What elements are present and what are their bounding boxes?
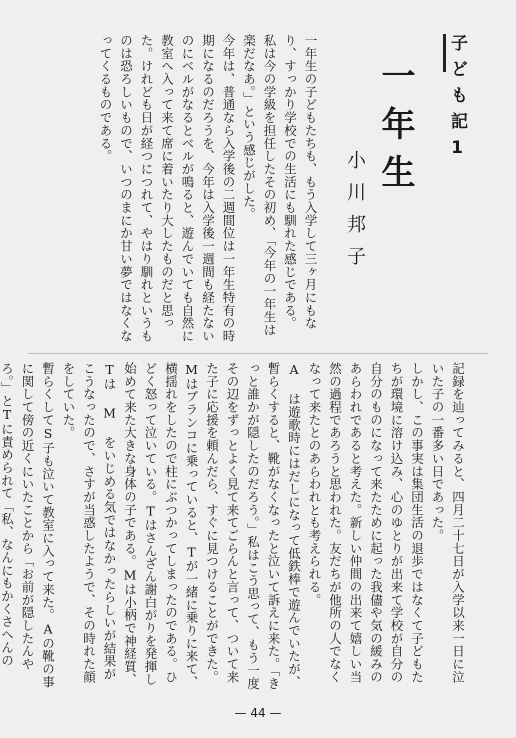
body-text-lower-left-content: 暫らくしてS子も泣いて教室に入って来た。Aの靴の事に関して傍の近くにいたことから「お前が隠したんやろ。」とTに責められて「私、なんにもかくさへんの [0,362,56,689]
body-text-upper: 一年生の子どもたちも、もう入学して三ヶ月にもなり、すっかり学校での生活にも馴れた感じである。 私は今の学級を担任したその初め、「今年の一年生は楽だなあ。」という感じがした。 今年は、普通なら入学後の二週間位は一年生特有の時期になるのだろうを、今年は入学後一週間も経たないのにベルがなるとベルが鳴ると、遊んでいても自然に教室へ入って来て席に着いたり大したものだと思った。けれども日が経つにつれて、やはり馴れというものは恐ろしいもので、いつのまにか甘い夢ではなくなってくるものである。 [98,34,318,343]
body-text-lower-right-content: 記録を辿ってみると、四月二十七日が入学以来一日に泣いた子の一番多い日であった。 しかし、この事実は集団生活の退歩ではなくて子どもたちが環境に溶け込み、心のゆとりが出来て学校が自分の自分のものになって来たために起った我儘や気の緩みのあらわれであると考えた。新しい仲間の出来て嬉しい当然の過程であろうと思われた。友だちが他所の人でなくなって来たとのあらわれとも考えられる。 A は遊歌時にはだしになって低鉄棒で遊んでいたが、暫らくすると、靴がなくなったと泣いて訴えに来た。「きっと誰かが隠したのだろう。」私はこう思って、もう一度その辺をずっとよく見て来てごらんと言って、ついて来た子に応援を頼んだら、すぐに見つけることができた。 Mはブランコに乗っていると、Tが一緒に乗りに来て、横揺れをしたので柱にぶつかってしまったのである。ひどく怒って泣いている。Tはさんざん謝白がりを発揮し始めて来た大きな身体の子である。Mは小柄で神経質、Tは M をいじめる気ではなかったらしいが結果がこうなったので、さすが当惑したようで、その時れた顔をしていた。 [61,362,466,690]
body-text-lower-right [0,362,488,692]
section-divider [28,353,488,354]
series-label: 子ども記1 [447,34,467,167]
page-number: — 44 — [234,706,282,720]
author-name: 小川邦子 [344,150,366,278]
article-title: 一年生 [375,58,415,202]
